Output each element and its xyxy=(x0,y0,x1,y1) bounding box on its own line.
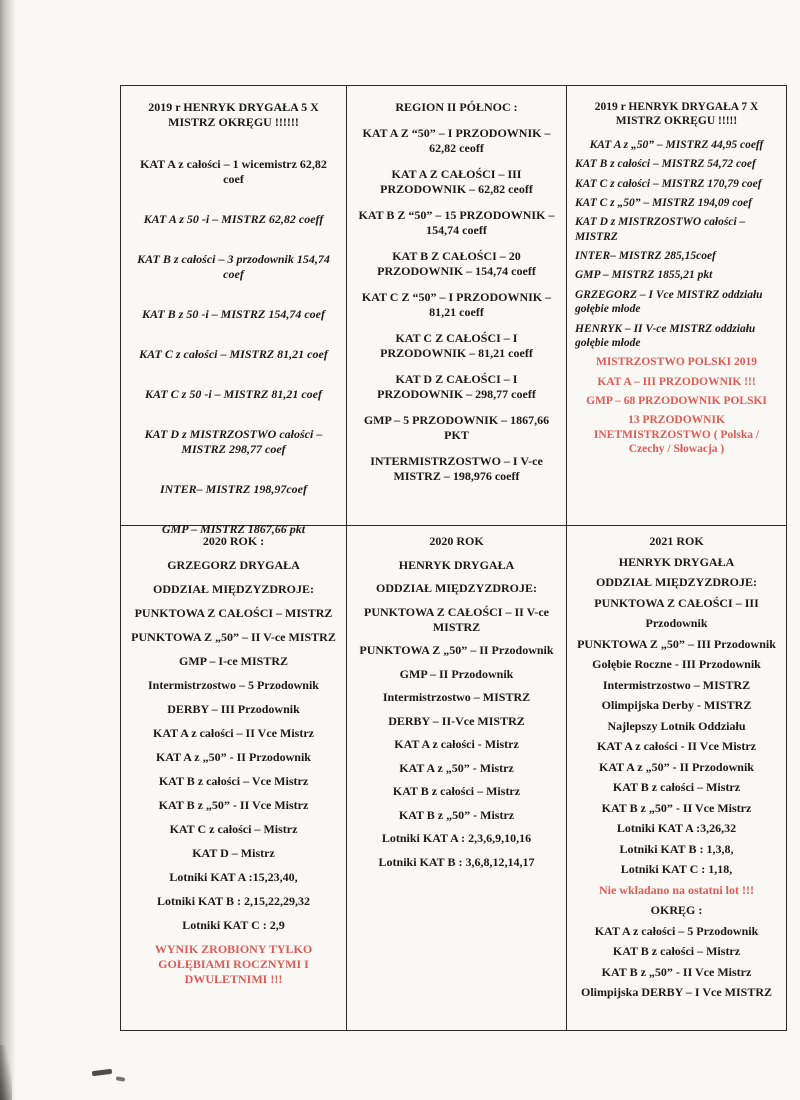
text-line: KAT A z całości - Mistrz xyxy=(394,737,519,751)
text-line: KAT D Z CAŁOŚCI – I PRZODOWNIK – 298,77 coeff xyxy=(377,372,536,401)
text-line: PUNKTOWA Z „50” – II V-ce MISTRZ xyxy=(131,630,336,644)
text-line: KAT B z całości – 3 przodownik 154,74 coef xyxy=(137,252,330,281)
text-line: Lotniki KAT B : 2,15,22,29,32 xyxy=(157,894,310,908)
text-line: KAT B z „50” - II Vce Mistrz xyxy=(601,800,752,815)
text-line: GMP – 68 PRZODOWNIK POLSKI xyxy=(586,395,767,407)
text-line: GMP – II Przodownik xyxy=(399,666,514,681)
scan-edge-shadow xyxy=(0,0,16,1100)
text-line: KAT A z całości - II Vce Mistrz xyxy=(597,739,756,753)
text-line: INTER– MISTRZ 198,97coef xyxy=(160,482,307,496)
text-line: KAT C Z “50” – I PRZODOWNIK – 81,21 coeff xyxy=(361,290,552,319)
text-line: Lotniki KAT A :3,26,32 xyxy=(616,821,737,835)
scan-artifact xyxy=(92,1069,112,1076)
text-line: HENRYK DRYGAŁA xyxy=(618,554,735,569)
cell-2019-okreg-7x-mistrz xyxy=(567,86,787,526)
text-line: KAT B z „50” - II Vce Mistrz xyxy=(158,798,309,812)
text-line: Lotniki KAT B : 3,6,8,12,14,17 xyxy=(378,854,535,869)
text-line: PUNKTOWA Z CAŁOŚCI – III xyxy=(594,595,759,610)
results-table xyxy=(120,85,787,1031)
text-line: KAT D – Mistrz xyxy=(192,846,275,860)
text-line: HENRYK DRYGAŁA xyxy=(398,557,515,572)
text-line: KAT A – III PRZODOWNIK !!! xyxy=(597,375,756,388)
text-line: Lotniki KAT A :15,23,40, xyxy=(169,870,298,884)
text-line: KAT C z całości – Mistrz xyxy=(169,822,298,836)
text-line: Lotniki KAT C : 2,9 xyxy=(182,918,285,932)
text-line: KAT A z całości – II Vce Mistrz xyxy=(153,726,314,740)
text-line: REGION II PÓŁNOC : xyxy=(395,100,518,114)
text-line: KAT C z „50” – MISTRZ 194,09 coef xyxy=(575,196,752,209)
text-line: GRZEGORZ – I Vce MISTRZ oddziału gołębie młode xyxy=(575,288,763,316)
cell-2021-henryk-drygala xyxy=(567,526,787,1031)
text-line: 2019 r HENRYK DRYGAŁA 5 X MISTRZ OKRĘGU !!!!!! xyxy=(148,100,319,129)
text-line: OKRĘG : xyxy=(650,903,703,917)
text-line: KAT A Z “50” – I PRZODOWNIK – 62,82 ceoff xyxy=(362,126,551,155)
text-line: Lotniki KAT C : 1,18, xyxy=(620,862,733,876)
text-line: KAT A z całości – 5 Przodownik xyxy=(594,923,759,938)
text-line: KAT C z 50 -i – MISTRZ 81,21 coef xyxy=(144,387,322,401)
text-line: GMP – I-ce MISTRZ xyxy=(179,654,288,668)
text-line: KAT B z całości – Mistrz xyxy=(612,944,741,958)
text-line: WYNIK ZROBIONY TYLKO GOŁĘBIAMI ROCZNYMI I DWULETNIMI !!! xyxy=(154,942,313,986)
text-line: ODDZIAŁ MIĘDZYZDROJE: xyxy=(152,582,314,596)
text-line: Przodownik xyxy=(645,616,708,630)
text-line: ODDZIAŁ MIĘDZYZDROJE: xyxy=(375,581,537,595)
text-line: KAT A z „50” - II Przodownik xyxy=(156,750,311,764)
text-line: MISTRZOSTWO POLSKI 2019 xyxy=(595,356,758,369)
text-line: KAT B z całości – Mistrz xyxy=(612,780,741,794)
text-line: Olimpijska Derby - MISTRZ xyxy=(601,698,752,712)
text-line: HENRYK – II V-ce MISTRZ oddziału gołębie młode xyxy=(575,322,756,349)
text-line: KAT B z „50” - Mistrz xyxy=(398,807,515,822)
text-line: KAT A z „50” - II Przodownik xyxy=(599,759,754,774)
text-line: KAT A z „50” - Mistrz xyxy=(399,760,514,775)
text-line: KAT A Z CAŁOŚCI – III PRZODOWNIK – 62,82 ceoff xyxy=(380,167,533,196)
text-line: 13 PRZODOWNIK INETMISTRZOSTWO ( Polska / Czechy / Słowacja ) xyxy=(593,414,760,456)
text-line: Lotniki KAT A : 2,3,6,9,10,16 xyxy=(381,831,532,845)
text-line: Intermistrzostwo – MISTRZ xyxy=(382,690,531,704)
text-line: PUNKTOWA Z „50” – III Przodownik xyxy=(577,636,776,651)
text-line: INTER– MISTRZ 285,15coef xyxy=(575,250,716,262)
text-line: GMP – MISTRZ 1867,66 pkt xyxy=(161,522,306,536)
cell-2019-okreg-5x-mistrz xyxy=(121,86,347,536)
text-line: Olimpijska DERBY – I Vce MISTRZ xyxy=(580,985,773,999)
text-line: PUNKTOWA Z CAŁOŚCI – MISTRZ xyxy=(134,606,333,620)
text-line: KAT B z całości – Vce Mistrz xyxy=(158,774,309,788)
text-line: Intermistrzostwo – 5 Przodownik xyxy=(148,678,319,692)
text-line: GMP – MISTRZ 1855,21 pkt xyxy=(575,269,713,282)
cell-2020-grzegorz-drygala xyxy=(121,526,347,1031)
cell-2020-henryk-drygala xyxy=(347,526,567,1031)
text-line: KAT A z 50 -i – MISTRZ 62,82 coeff xyxy=(143,212,324,226)
text-line: 2020 ROK xyxy=(429,534,484,548)
text-line: 2021 ROK xyxy=(649,534,704,548)
text-line: INTERMISTRZOSTWO – I V-ce MISTRZ – 198,976 coeff xyxy=(370,454,543,483)
text-line: DERBY – II-Vce MISTRZ xyxy=(388,713,525,728)
text-line: KAT D z MISTRZOSTWO całości – MISTRZ xyxy=(575,216,746,243)
text-line: KAT C z całości – MISTRZ 170,79 coef xyxy=(575,177,762,190)
text-line: ODDZIAŁ MIĘDZYZDROJE: xyxy=(595,575,757,589)
text-line: KAT C z całości – MISTRZ 81,21 coef xyxy=(139,347,328,361)
scan-corner-shadow xyxy=(0,1045,12,1100)
text-line: 2019 r HENRYK DRYGAŁA 7 X MISTRZ OKRĘGU !!!!! xyxy=(594,101,759,128)
cell-region-ii-polnoc xyxy=(347,86,567,526)
text-line: Gołębie Roczne - III Przodownik xyxy=(592,657,761,671)
text-line: KAT B z całości – Mistrz xyxy=(392,784,521,798)
scan-artifact xyxy=(116,1076,126,1082)
text-line: KAT B z całości – MISTRZ 54,72 coef xyxy=(575,158,756,171)
text-line: GRZEGORZ DRYGAŁA xyxy=(167,558,300,572)
text-line: PUNKTOWA Z „50” – II Przodownik xyxy=(359,643,554,657)
text-line: PUNKTOWA Z CAŁOŚCI – II V-ce MISTRZ xyxy=(363,604,550,634)
text-line: KAT A z całości – 1 wicemistrz 62,82 coef xyxy=(140,157,327,186)
text-line: Nie wkladano na ostatni lot !!! xyxy=(598,882,754,897)
text-line: KAT B Z “50” – 15 PRZODOWNIK – 154,74 coeff xyxy=(358,208,555,237)
text-line: Intermistrzostwo – MISTRZ xyxy=(602,677,751,692)
text-line: KAT B z 50 -i – MISTRZ 154,74 coef xyxy=(141,307,325,321)
text-line: Najlepszy Lotnik Oddziału xyxy=(607,718,746,733)
text-line: KAT B z „50” - II Vce Mistrz xyxy=(601,964,752,979)
text-line: GMP – 5 PRZODOWNIK – 1867,66 PKT xyxy=(363,413,550,442)
text-line: Lotniki KAT B : 1,3,8, xyxy=(619,841,734,856)
text-line: DERBY – III Przodownik xyxy=(167,702,300,716)
text-line: 2020 ROK : xyxy=(202,534,265,548)
text-line: KAT A z „50” – MISTRZ 44,95 coeff xyxy=(589,138,764,151)
text-line: KAT B Z CAŁOŚCI – 20 PRZODOWNIK – 154,74 coeff xyxy=(377,249,536,278)
text-line: KAT D z MISTRZOSTWO całości – MISTRZ 298,77 coef xyxy=(144,427,323,456)
text-line: KAT C Z CAŁOŚCI – I PRZODOWNIK – 81,21 coeff xyxy=(380,331,533,360)
